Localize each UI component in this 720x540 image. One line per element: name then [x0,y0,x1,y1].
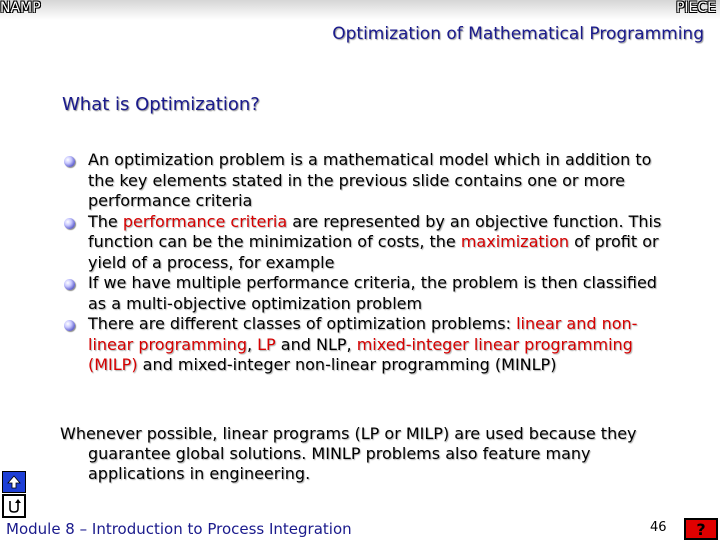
header-title: Optimization of Mathematical Programming [332,24,704,44]
bullet-segment: If we have multiple performance criteria, the problem is then classified as a multi-objective optimization problem [88,273,657,313]
bullet-item [60,273,680,314]
up-arrow-icon [7,475,21,489]
highlight-segment: linear and non-linear programming [88,314,638,354]
bullet-item [60,212,680,274]
return-arrow-icon [6,498,22,514]
section-title: What is Optimization? [62,94,260,115]
bullet-text [88,150,651,210]
highlight-segment: performance criteria [122,211,288,231]
bullet-segment: There are different classes of optimization problems: [88,314,517,333]
bullet-item [60,314,680,376]
sphere-bullet-icon [64,279,75,290]
top-right-label: PIECE [675,0,716,16]
bullet-segment: , [246,334,258,354]
bullet-text [88,212,661,272]
bullet-item [60,150,680,212]
bullet-list [60,150,680,376]
bullet-segment: The [88,211,123,231]
sphere-bullet-icon [64,320,75,331]
top-left-label: NAMP [0,0,41,16]
bullet-segment: An optimization problem is a mathematical model which in addition to the key elements stated in the previous slide contains one or more performance criteria [88,150,652,210]
bullet-segment: are represented by an objective function. This function can be the minimization of costs, the [88,211,662,251]
page-number: 46 [650,520,667,535]
help-button[interactable] [684,518,718,540]
nav-back-button[interactable] [2,494,26,518]
bullet-segment: and NLP, [275,334,357,354]
nav-up-button[interactable] [2,471,26,493]
summary-note [60,424,680,484]
highlight-segment: LP [257,334,276,354]
footer-module: Module 8 – Introduction to Process Integration [6,520,352,538]
summary-note-text: Whenever possible, linear programs (LP or MILP) are used because they guarantee global solutions. MINLP problems also feature many applications in engineering. [60,424,637,483]
bullet-segment: of profit or yield of a process, for example [88,232,659,272]
bullet-text [88,314,637,374]
bullet-segment: and mixed-integer non-linear programming (MINLP) [137,355,557,374]
sphere-bullet-icon [64,218,75,229]
top-banner [0,0,720,20]
highlight-segment: mixed-integer linear programming (MILP) [88,334,633,374]
highlight-segment: maximization [460,232,570,251]
help-icon: ? [696,519,706,539]
bullet-text [88,273,657,313]
sphere-bullet-icon [64,156,75,167]
